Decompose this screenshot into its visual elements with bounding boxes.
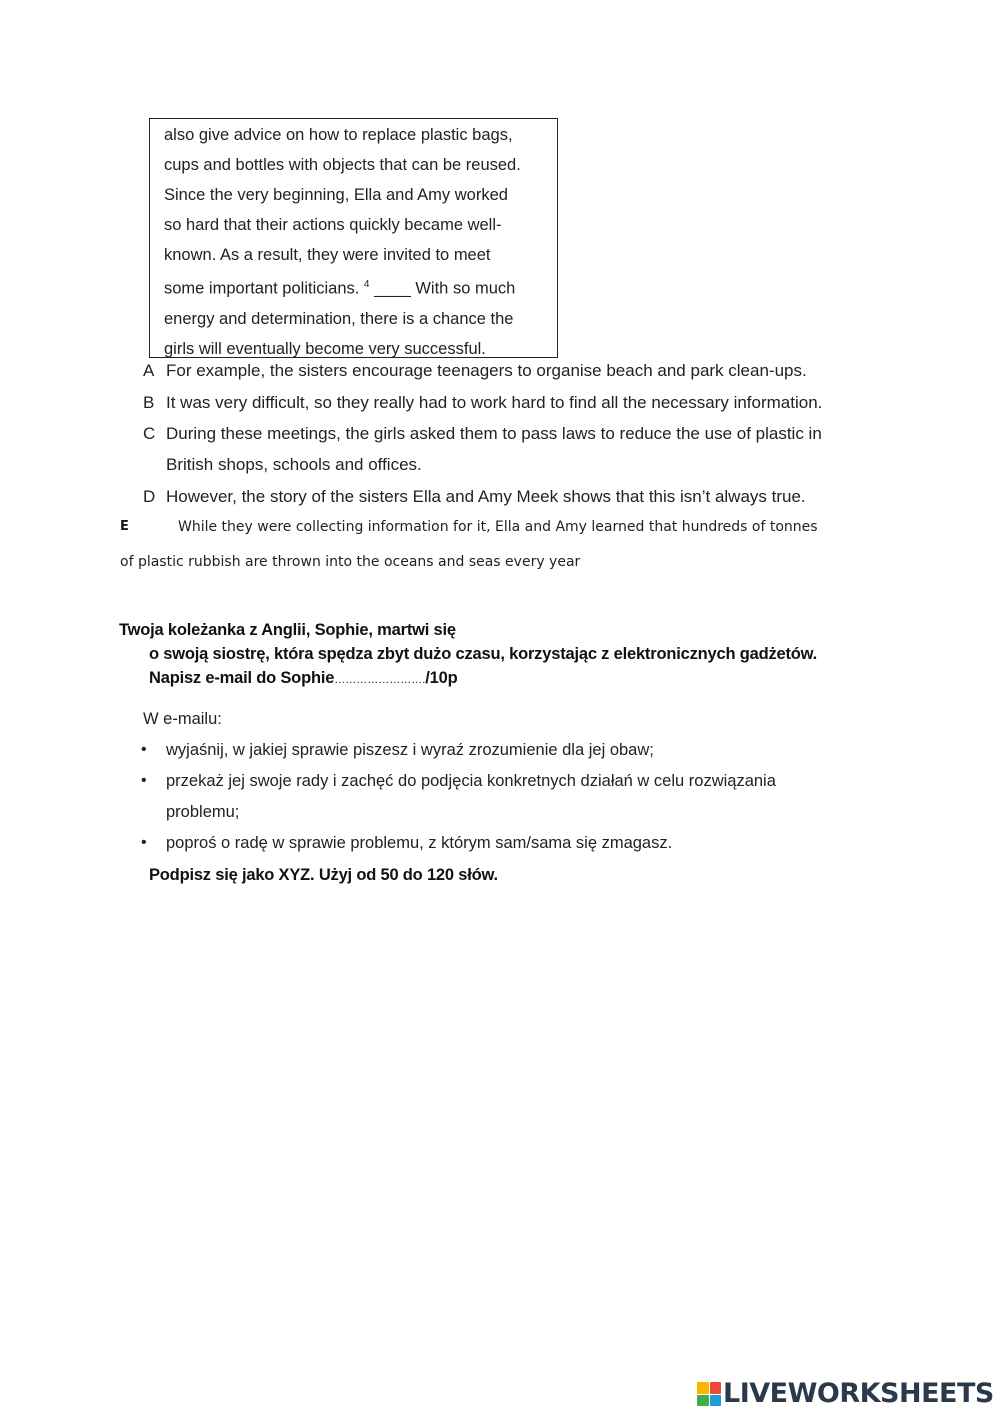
- logo-square: [697, 1382, 709, 1394]
- task-heading-line-2: o swoją siostrę, która spędza zbyt dużo czasu, korzystając z elektronicznych gadżetów.: [149, 645, 818, 663]
- passage-text: ____ With so much: [369, 279, 516, 298]
- option-c-continuation: British shops, schools and offices.: [166, 455, 422, 474]
- task-intro: W e-mailu:: [143, 710, 222, 728]
- task-bullet-3: poproś o radę w sprawie problemu, z którym sam/sama się zmagasz.: [166, 834, 673, 852]
- task-bullet-2: przekaż jej swoje rady i zachęć do podjęcia konkretnych działań w celu rozwiązania: [166, 772, 776, 790]
- option-text: For example, the sisters encourage teenagers to organise beach and park clean-ups.: [166, 361, 807, 380]
- option-text: It was very difficult, so they really had to work hard to find all the necessary information.: [166, 393, 823, 412]
- passage-line: also give advice on how to replace plastic bags,: [164, 126, 513, 144]
- passage-line: girls will eventually become very successful.: [164, 339, 486, 358]
- option-letter: C: [143, 424, 156, 443]
- passage-line-gap-4: [164, 270, 557, 304]
- bullet-icon: •: [141, 772, 147, 789]
- score-label: /10p: [425, 669, 458, 687]
- task-heading-line-3: [149, 666, 457, 692]
- task-signoff: Podpisz się jako XYZ. Użyj od 50 do 120 słów.: [149, 866, 498, 884]
- passage-line: Since the very beginning, Ella and Amy worked: [164, 186, 508, 204]
- task-instruction: Napisz e-mail do Sophie: [149, 669, 335, 687]
- passage-line: energy and determination, there is a chance the: [164, 309, 514, 328]
- gap-number: 4: [363, 279, 370, 290]
- option-text: During these meetings, the girls asked them to pass laws to reduce the use of plastic in: [166, 424, 822, 443]
- option-e-letter: E: [120, 519, 129, 534]
- option-e-continuation: of plastic rubbish are thrown into the oceans and seas every year: [120, 554, 581, 570]
- option-letter: A: [143, 361, 155, 380]
- passage-text: some important politicians.: [164, 279, 364, 298]
- task-heading-line-1: Twoja koleżanka z Anglii, Sophie, martwi się: [119, 621, 456, 639]
- reading-passage-box: [149, 118, 558, 358]
- option-letter: B: [143, 393, 155, 412]
- task-bullet-1: wyjaśnij, w jakiej sprawie piszesz i wyraź zrozumienie dla jej obaw;: [166, 741, 654, 759]
- logo-square: [697, 1395, 709, 1407]
- option-text: However, the story of the sisters Ella and Amy Meek shows that this isn’t always true.: [166, 487, 806, 506]
- option-b: [143, 387, 822, 418]
- logo-text: LIVEWORKSHEETS: [723, 1378, 994, 1409]
- logo-square: [710, 1382, 722, 1394]
- liveworksheets-logo: [697, 1378, 994, 1410]
- option-a: [143, 355, 807, 386]
- passage-line: known. As a result, they were invited to meet: [164, 246, 491, 264]
- task-bullet-2-continuation: problemu;: [166, 803, 240, 821]
- bullet-icon: •: [141, 834, 147, 851]
- logo-mark-icon: [697, 1382, 721, 1406]
- option-c: [143, 418, 822, 449]
- passage-line: cups and bottles with objects that can be reused.: [164, 156, 521, 174]
- score-dots: …………………….: [334, 674, 426, 686]
- option-letter: D: [143, 487, 156, 506]
- passage-line: so hard that their actions quickly became well-: [164, 216, 502, 234]
- bullet-icon: •: [141, 741, 147, 758]
- option-e-text: While they were collecting information for it, Ella and Amy learned that hundreds of tonnes: [178, 519, 818, 535]
- option-d: [143, 481, 806, 512]
- logo-square: [710, 1395, 722, 1407]
